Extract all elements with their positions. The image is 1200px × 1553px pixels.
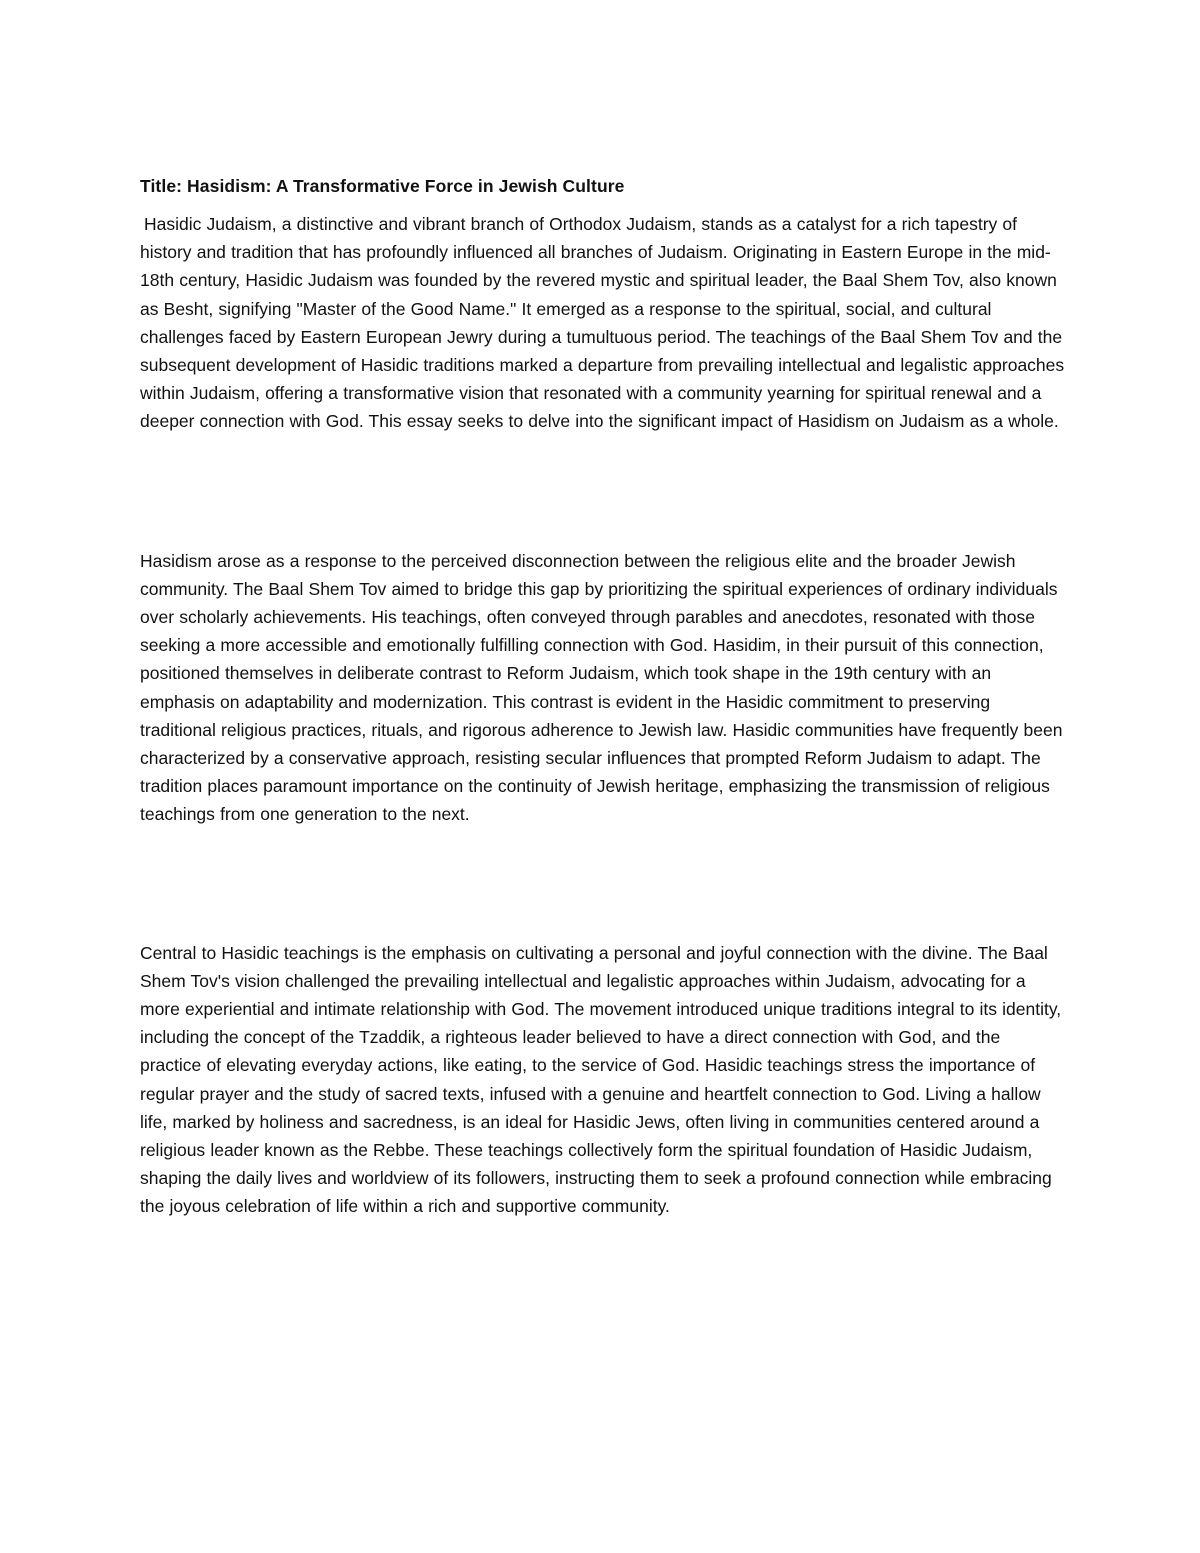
document-body xyxy=(140,172,1065,1221)
document-title: Title: Hasidism: A Transformative Force in Jewish Culture xyxy=(140,176,625,196)
paragraph-introduction: Hasidic Judaism, a distinctive and vibrant branch of Orthodox Judaism, stands as a catalyst for a rich tapestry of history and tradition that has profoundly influenced all branches of Judaism. Originating in Eastern Europe in the mid-18th century, Hasidic Judaism was founded by the revered mystic and spiritual leader, the Baal Shem Tov, also known as Besht, signifying "Master of the Good Name." It emerged as a response to the spiritual, social, and cultural challenges faced by Eastern European Jewry during a tumultuous period. The teachings of the Baal Shem Tov and the subsequent development of Hasidic traditions marked a departure from prevailing intellectual and legalistic approaches within Judaism, offering a transformative vision that resonated with a community yearning for spiritual renewal and a deeper connection with God. This essay seeks to delve into the significant impact of Hasidism on Judaism as a whole. xyxy=(140,214,1065,432)
paragraph-origins: Hasidism arose as a response to the perceived disconnection between the religious elite and the broader Jewish community. The Baal Shem Tov aimed to bridge this gap by prioritizing the spiritual experiences of ordinary individuals over scholarly achievements. His teachings, often conveyed through parables and anecdotes, resonated with those seeking a more accessible and emotionally fulfilling connection with God. Hasidim, in their pursuit of this connection, positioned themselves in deliberate contrast to Reform Judaism, which took shape in the 19th century with an emphasis on adaptability and modernization. This contrast is evident in the Hasidic commitment to preserving traditional religious practices, rituals, and rigorous adherence to Jewish law. Hasidic communities have frequently been characterized by a conservative approach, resisting secular influences that prompted Reform Judaism to adapt. The tradition places paramount importance on the continuity of Jewish heritage, emphasizing the transmission of religious teachings from one generation to the next. xyxy=(140,550,1063,825)
paragraph-teachings: Central to Hasidic teachings is the emphasis on cultivating a personal and joyful connection with the divine. The Baal Shem Tov's vision challenged the prevailing intellectual and legalistic approaches within Judaism, advocating for a more experiential and intimate relationship with God. The movement introduced unique traditions integral to its identity, including the concept of the Tzaddik, a righteous leader believed to have a direct connection with God, and the practice of elevating everyday actions, like eating, to the service of God. Hasidic teachings stress the importance of regular prayer and the study of sacred texts, infused with a genuine and heartfelt connection to God. Living a hallow life, marked by holiness and sacredness, is an ideal for Hasidic Jews, often living in communities centered around a religious leader known as the Rebbe. These teachings collectively form the spiritual foundation of Hasidic Judaism, shaping the daily lives and worldview of its followers, instructing them to seek a profound connection while embracing the joyous celebration of life within a rich and supportive community. xyxy=(140,942,1062,1217)
